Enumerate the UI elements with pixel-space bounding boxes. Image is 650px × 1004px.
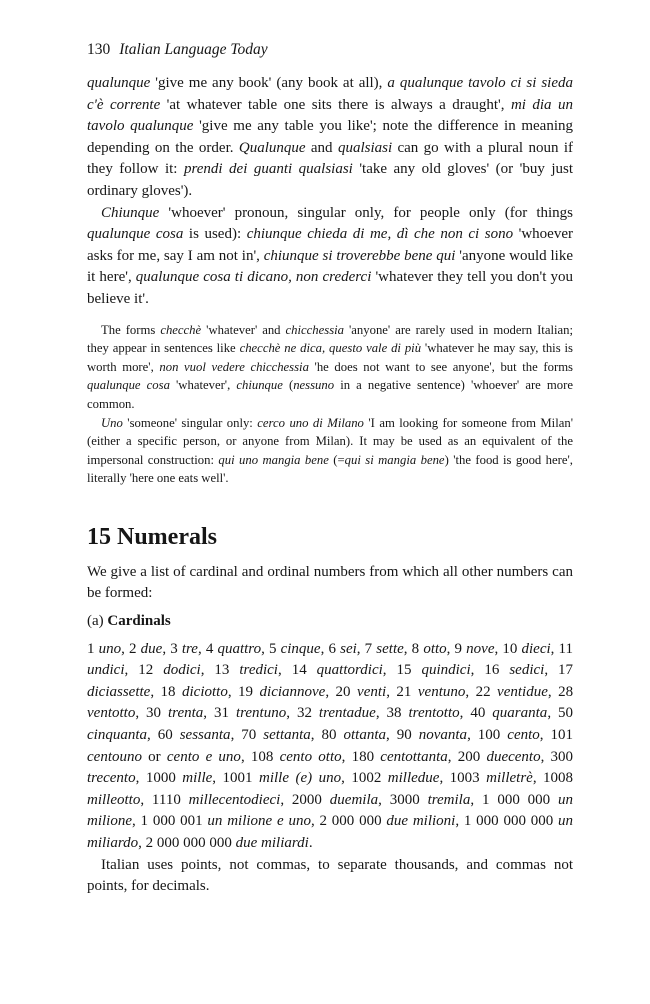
text-run: , 19 [227, 683, 260, 700]
text-run: 'whatever he may say, this is worth more', [87, 341, 573, 374]
text-run: ( [282, 378, 294, 393]
text-run: , 2 [121, 640, 141, 657]
italian-term: centottanta [380, 748, 448, 765]
text-run: 'at whatever table one sits there is always a draught', [160, 96, 511, 113]
italian-term: quattordici [316, 662, 383, 679]
text-run: , 7 [356, 640, 377, 657]
italian-term: diciotto [182, 683, 228, 700]
text-run: ) 'the food is good here', literally 'here one eats well'. [87, 452, 573, 486]
italian-term: sette [376, 640, 404, 657]
italian-term: milledue [387, 770, 440, 787]
running-head [87, 40, 573, 60]
italian-term: qualsiasi [337, 139, 393, 156]
text-run: , 15 [382, 662, 422, 679]
italian-term: qualunque cosa [87, 378, 170, 393]
text-run: , 1 000 000 000 [455, 813, 559, 830]
italian-term: tre [181, 640, 198, 657]
italian-term: settanta [263, 727, 311, 744]
text-run: 'anyone would like it here', [87, 247, 573, 286]
text-run: The forms [101, 322, 161, 337]
italian-term: ventidue [497, 683, 548, 700]
italian-term: Qualunque [238, 139, 306, 156]
text-run: or [141, 748, 167, 765]
text-run: , 80 [310, 727, 344, 744]
italian-term: checchè [160, 322, 202, 337]
text-run: , 5 [261, 640, 281, 657]
text-run: , 1 000 001 [132, 813, 208, 830]
italian-term: nessuno [293, 378, 335, 393]
italian-term: chiunque si troverebbe bene qui [263, 247, 456, 264]
text-run: , 200 [447, 748, 487, 765]
italian-term: quattro [217, 640, 262, 657]
section-heading [87, 522, 573, 552]
text-run: can go with a plural noun if they follow it: [87, 139, 573, 178]
italian-term: mille (e) uno [259, 770, 342, 787]
text-run: in a negative sentence) 'whoever' are more common. [87, 378, 573, 411]
italian-term: uno [98, 640, 122, 657]
italian-term: cinque [280, 640, 321, 657]
italian-term: cento otto [279, 748, 342, 765]
italian-term: venti [357, 683, 387, 700]
text-run: , 32 [286, 705, 319, 722]
italian-term: mille [182, 770, 213, 787]
text-run: 'whatever', [169, 378, 237, 393]
text-run: , 1110 [140, 791, 189, 808]
text-run: , 40 [459, 705, 493, 722]
italian-term: trenta [168, 705, 204, 722]
text-run: 'whatever' and [201, 322, 286, 337]
text-run: , 12 [124, 662, 164, 679]
italian-term: milletrè [486, 770, 533, 787]
paragraph-qualunque [87, 73, 573, 203]
text-run: , 21 [386, 683, 418, 700]
text-run: , 10 [494, 640, 522, 657]
italian-term: quaranta [492, 705, 548, 722]
italian-term: tremila [427, 791, 471, 808]
text-run: , 180 [341, 748, 381, 765]
italian-term: a qualunque tavolo ci si sieda c'è corrente [87, 75, 573, 113]
text-run: , 18 [150, 683, 183, 700]
italian-term: sedici [509, 662, 545, 679]
text-run: , 2 000 000 [310, 813, 387, 830]
text-run: , 9 [446, 640, 467, 657]
italian-term: checchè ne dica, questo vale di più [239, 341, 422, 356]
italian-term: qualunque cosa ti dicano, non crederci [135, 269, 372, 286]
italian-term: qualunque cosa [87, 226, 184, 243]
italian-term: un miliardo [87, 813, 574, 851]
text-run: , 1001 [212, 770, 259, 787]
italian-term: chicchessia [285, 322, 345, 337]
italian-term: dodici [163, 662, 201, 679]
text-run: , 13 [200, 662, 240, 679]
italian-term: due miliardi [235, 835, 309, 851]
italian-term: undici [87, 662, 125, 679]
italian-term: tredici [239, 662, 278, 679]
italian-term: trentadue [318, 705, 376, 722]
italian-term: cento [507, 727, 540, 744]
text-run: , 50 [547, 705, 574, 722]
italian-term: milleotto [87, 791, 141, 808]
page-number: 130 [87, 41, 111, 58]
italian-term: dieci [521, 640, 551, 657]
subheading-cardinals [87, 611, 573, 633]
text-run: , 22 [465, 683, 498, 700]
italian-term: prendi dei guanti qualsiasi [183, 161, 353, 178]
section-title: Numerals [117, 523, 217, 550]
text-run: , 4 [197, 640, 218, 657]
text-run: 'anyone' are rarely used in modern Italian; they appear in sentences like [87, 322, 574, 356]
italian-term: nove [466, 640, 495, 657]
italian-term: ventotto [87, 705, 136, 722]
text-run: , 20 [325, 683, 358, 700]
text-run: , 2000 [280, 791, 330, 808]
text-run: 'someone' singular only: [122, 415, 258, 430]
italian-term: ottanta [343, 727, 387, 744]
italian-term: un milione [87, 791, 574, 830]
text-run: 'take any old gloves' (or 'buy just ordinary gloves'). [87, 161, 573, 199]
italian-term: cerco uno di Milano [257, 415, 364, 430]
text-run: , 38 [375, 705, 409, 722]
text-run: , 1000 [135, 770, 183, 787]
italian-term: un milione e uno [207, 813, 311, 830]
text-run: , 31 [203, 705, 236, 722]
italian-term: due milioni [386, 813, 456, 830]
text-run: and [305, 139, 338, 156]
text-run: , 1008 [532, 770, 574, 787]
closing-paragraph: Italian uses points, not commas, to separate thousands, and commas not points, for decimals. [87, 856, 573, 895]
text-run: , 14 [277, 662, 317, 679]
text-run: , 108 [240, 748, 280, 765]
text-run: 'whoever asks for me, say I am not in', [87, 226, 573, 264]
subheading-label: (a) [87, 613, 104, 630]
text-run: 'give me any book' (any book at all), [150, 75, 388, 91]
text-run: , 101 [539, 727, 573, 744]
italian-term: ventuno [417, 683, 466, 700]
text-run: 1 [87, 640, 99, 657]
book-page [87, 40, 573, 898]
italian-term: duemila [329, 791, 379, 808]
italian-term: Chiunque [101, 204, 160, 221]
text-run: 'whatever they tell you don't you believe it'. [87, 269, 573, 307]
text-run: , 100 [467, 727, 508, 744]
text-run: is used): [183, 226, 247, 243]
text-run: 'I am looking for someone from Milan' (either a specific person, or anyone from Milan). It may be used as an equivalent of the impersonal construction: [87, 415, 573, 467]
italian-term: centouno [87, 748, 142, 765]
text-run: , 60 [147, 727, 180, 744]
italian-term: due [140, 640, 163, 657]
italian-term: duecento [486, 748, 541, 765]
text-run: . [308, 835, 313, 851]
italian-term: trentuno [235, 705, 287, 722]
text-run: 'give me any table you like'; note the difference in meaning depending on the order. [87, 118, 573, 156]
italian-term: mi dia un tavolo qualunque [87, 96, 573, 135]
text-run: , 1003 [439, 770, 487, 787]
note-block [87, 321, 573, 488]
italian-term: chiunque [236, 378, 283, 393]
italian-term: diciassette [87, 683, 151, 700]
italian-term: sessanta [179, 727, 231, 744]
text-run: 'whoever' pronoun, singular only, for people only (for things [159, 204, 573, 221]
section-number: 15 [87, 523, 111, 550]
text-run: , 11 [550, 640, 573, 657]
text-run: , 30 [135, 705, 168, 722]
italian-term: novanta [418, 727, 468, 744]
text-run: , 2 000 000 000 [138, 835, 236, 851]
text-run: (= [328, 452, 345, 467]
text-run: , 16 [470, 662, 510, 679]
italian-term: trecento [87, 770, 136, 787]
italian-term: cinquanta [87, 727, 147, 744]
text-run: , 70 [230, 727, 264, 744]
italian-term: diciannove [259, 683, 326, 700]
text-run: , 3000 [378, 791, 428, 808]
italian-term: chiunque chieda di me, dì che non ci sono [246, 226, 514, 243]
text-run: , 3 [162, 640, 182, 657]
paragraph-chiunque [87, 203, 573, 311]
cardinals-list [87, 639, 573, 855]
text-run: , 6 [320, 640, 341, 657]
italian-term: qui uno mangia bene [218, 452, 329, 467]
italian-term: non vuol vedere chicchessia [159, 359, 309, 374]
italian-term: sei [340, 640, 357, 657]
italian-term: quindici [421, 662, 471, 679]
text-run: , 1 000 000 [470, 791, 559, 808]
italian-term: Uno [101, 415, 123, 430]
text-run: , 28 [547, 683, 574, 700]
note-uno [87, 414, 573, 488]
text-run: , 1002 [341, 770, 388, 787]
italian-term: qualunque [87, 75, 151, 91]
note-checche [87, 321, 573, 414]
book-title: Italian Language Today [119, 41, 268, 58]
italian-term: qui si mangia bene [344, 452, 445, 467]
italian-term: otto [423, 640, 447, 657]
text-run: , 300 [540, 748, 574, 765]
intro-paragraph: We give a list of cardinal and ordinal numbers from which all other numbers can be formed: [87, 563, 573, 602]
text-run: , 17 [544, 662, 574, 679]
italian-term: millecentodieci [188, 791, 281, 808]
subheading-title: Cardinals [107, 613, 171, 630]
italian-term: cento e uno [166, 748, 241, 765]
text-run: , 90 [386, 727, 419, 744]
italian-term: trentotto [408, 705, 460, 722]
text-run: , 8 [403, 640, 424, 657]
text-run: 'he does not want to see anyone', but the forms [308, 359, 573, 374]
